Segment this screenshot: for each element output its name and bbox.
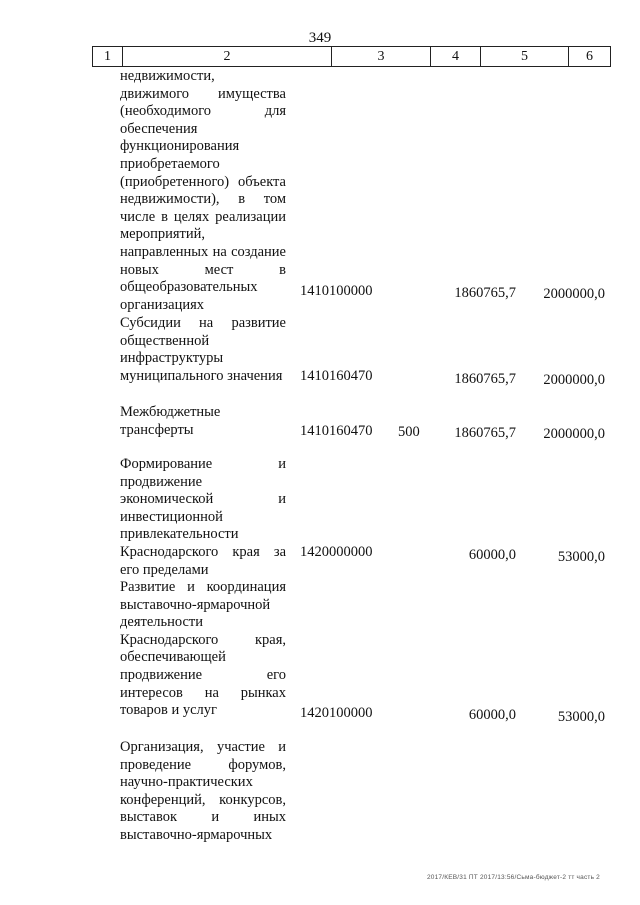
row-type: 500: [398, 424, 420, 440]
header-col-3: 3: [332, 47, 431, 66]
row-description: Развитие и координация выставочно-ярмарочной деятельности Краснодарского края, обеспечивающей продвижение его интересов на рынках товаров и услуг: [120, 579, 286, 719]
row-description: Организация, участие и проведение форумов, научно-практических конференций, конкурсов, выставок и иных выставочно-ярмарочных: [120, 739, 286, 843]
header-col-1: 1: [93, 47, 123, 66]
row-description: Формирование и продвижение экономической и инвестиционной привлекательности Краснодарского края за его пределами: [120, 456, 286, 578]
row-code: 1420000000: [300, 544, 373, 560]
header-col-5: 5: [481, 47, 569, 66]
row-value-5: 1860765,7: [454, 425, 516, 441]
row-code: 1410100000: [300, 283, 373, 299]
row-value-5: 60000,0: [468, 547, 516, 563]
row-value-5: 1860765,7: [454, 285, 516, 301]
row-code: 1420100000: [300, 705, 373, 721]
row-value-6: 2000000,0: [543, 372, 605, 388]
row-value-6: 2000000,0: [543, 286, 605, 302]
row-value-5: 1860765,7: [454, 371, 516, 387]
page-number: 349: [308, 30, 332, 46]
header-col-2: 2: [123, 47, 332, 66]
footer-stamp: 2017/КЕВ/31 ПТ 2017/13:56/Сьма-бюджет-2 тт часть 2: [426, 874, 600, 881]
row-description: Межбюджетные трансферты: [120, 404, 221, 438]
row-code: 1410160470: [300, 423, 373, 439]
table-header-row: [92, 46, 611, 67]
row-value-6: 2000000,0: [543, 426, 605, 442]
header-col-4: 4: [431, 47, 481, 66]
row-description: Субсидии на развитие общественной инфраструктуры муниципального значения: [120, 315, 286, 384]
row-value-6: 53000,0: [557, 709, 605, 725]
row-value-5: 60000,0: [468, 707, 516, 723]
header-col-6: 6: [569, 47, 611, 66]
row-description: недвижимости, движимого имущества (необходимого для обеспечения функционирования приобретаемого (приобретенного) объекта недвижимости), в том числе в целях реализации мероприятий, направленных на создание новых мест в общеобразовательных организациях: [120, 68, 286, 313]
row-code: 1410160470: [300, 368, 373, 384]
row-value-6: 53000,0: [557, 549, 605, 565]
